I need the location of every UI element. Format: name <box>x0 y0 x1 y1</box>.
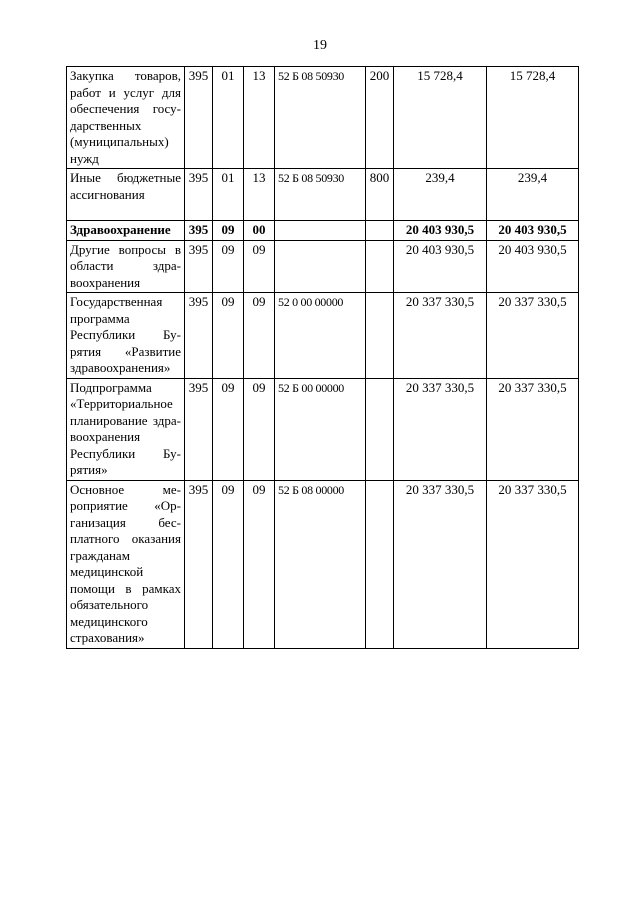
row-expense-type <box>366 480 394 648</box>
row-expense-type <box>366 221 394 241</box>
row-section: 09 <box>213 240 244 293</box>
row-sum-2: 20 337 330,5 <box>487 480 579 648</box>
row-sum-2: 20 337 330,5 <box>487 378 579 480</box>
row-name: Государственная программа Республики Бурятия «Развитие здравоохранения» <box>67 293 185 379</box>
row-sum-2: 20 337 330,5 <box>487 293 579 379</box>
row-section: 09 <box>213 378 244 480</box>
row-sum-1: 15 728,4 <box>394 67 487 169</box>
row-section: 09 <box>213 480 244 648</box>
row-grbs: 395 <box>185 67 213 169</box>
row-sum-1: 20 403 930,5 <box>394 221 487 241</box>
row-grbs: 395 <box>185 480 213 648</box>
row-subsection: 09 <box>244 293 275 379</box>
row-sum-1: 20 403 930,5 <box>394 240 487 293</box>
row-grbs: 395 <box>185 293 213 379</box>
row-subsection: 00 <box>244 221 275 241</box>
row-section: 09 <box>213 293 244 379</box>
row-sum-2: 20 403 930,5 <box>487 221 579 241</box>
row-name: Здравоохранение <box>67 221 185 241</box>
row-sum-2: 239,4 <box>487 169 579 221</box>
row-target-article: 52 Б 08 50930 <box>275 169 366 221</box>
row-grbs: 395 <box>185 221 213 241</box>
row-target-article: 52 Б 00 00000 <box>275 378 366 480</box>
row-subsection: 09 <box>244 240 275 293</box>
table-row <box>67 293 579 379</box>
row-name: Закупка товаров, работ и услуг для обеспечения государственных (муниципальных) нужд <box>67 67 185 169</box>
row-section: 01 <box>213 67 244 169</box>
row-subsection: 09 <box>244 378 275 480</box>
table-row <box>67 378 579 480</box>
row-name: Иные бюджетные ассигнования <box>67 169 185 221</box>
row-sum-1: 20 337 330,5 <box>394 293 487 379</box>
table-row <box>67 221 579 241</box>
row-grbs: 395 <box>185 240 213 293</box>
budget-table <box>66 66 579 649</box>
row-grbs: 395 <box>185 378 213 480</box>
row-expense-type <box>366 293 394 379</box>
row-sum-1: 239,4 <box>394 169 487 221</box>
row-sum-2: 20 403 930,5 <box>487 240 579 293</box>
table-row <box>67 480 579 648</box>
table-row <box>67 240 579 293</box>
row-section: 01 <box>213 169 244 221</box>
row-grbs: 395 <box>185 169 213 221</box>
table-row <box>67 169 579 221</box>
table-row <box>67 67 579 169</box>
row-section: 09 <box>213 221 244 241</box>
row-target-article: 52 0 00 00000 <box>275 293 366 379</box>
row-subsection: 13 <box>244 169 275 221</box>
row-expense-type: 200 <box>366 67 394 169</box>
page-number: 19 <box>313 38 327 53</box>
row-name: Другие вопросы в области здравоохранения <box>67 240 185 293</box>
row-sum-1: 20 337 330,5 <box>394 480 487 648</box>
row-expense-type: 800 <box>366 169 394 221</box>
row-target-article: 52 Б 08 00000 <box>275 480 366 648</box>
row-subsection: 13 <box>244 67 275 169</box>
row-sum-2: 15 728,4 <box>487 67 579 169</box>
row-target-article <box>275 221 366 241</box>
row-name: Подпрограмма «Территориальное планирование здравоохранения Республики Бурятия» <box>67 378 185 480</box>
row-expense-type <box>366 378 394 480</box>
row-target-article: 52 Б 08 50930 <box>275 67 366 169</box>
row-name: Основное мероприятие «Организация бесплатного оказания гражданам медицинской помощи в рамках обязательного медицинского страхования» <box>67 480 185 648</box>
row-sum-1: 20 337 330,5 <box>394 378 487 480</box>
row-subsection: 09 <box>244 480 275 648</box>
row-target-article <box>275 240 366 293</box>
row-expense-type <box>366 240 394 293</box>
